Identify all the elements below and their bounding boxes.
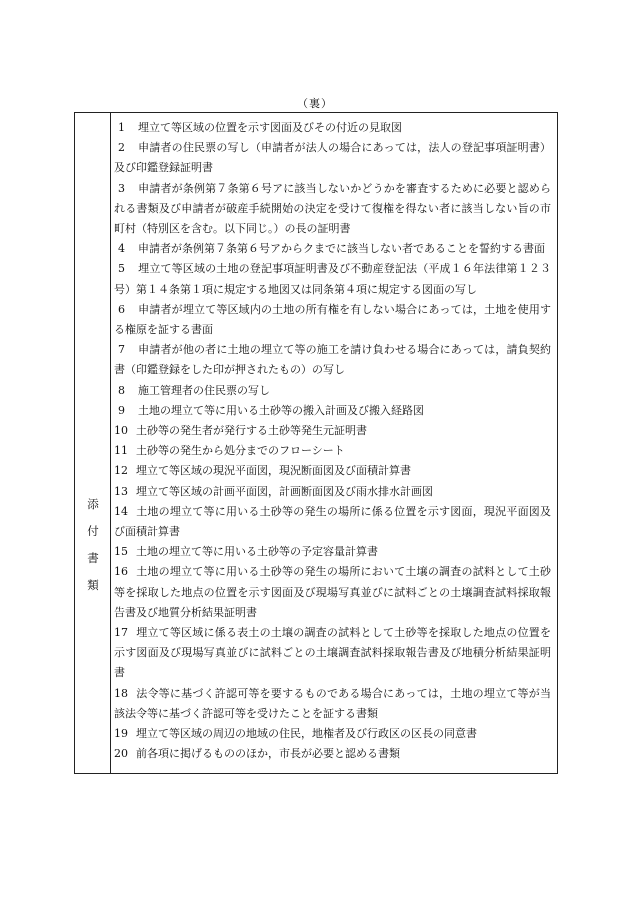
item-number: 4	[118, 242, 125, 256]
side-label-cell	[75, 113, 111, 773]
list-item	[111, 179, 555, 240]
item-text: 土地の埋立て等に用いる土砂等の発生の場所に係る位置を示す図面，現況平面図及び面積計算書	[114, 504, 551, 539]
item-text: 埋立て等区域の周辺の地域の住民，地権者及び行政区の区長の同意書	[136, 727, 477, 741]
item-number: 15	[114, 545, 128, 559]
attachment-list	[111, 118, 555, 765]
item-number: 17	[114, 626, 128, 640]
item-number: 18	[114, 686, 128, 700]
item-text: 土地の埋立て等に用いる土砂等の搬入計画及び搬入経路図	[138, 403, 424, 417]
item-number: 11	[114, 444, 128, 458]
list-item	[111, 542, 555, 562]
item-number: 8	[118, 383, 125, 397]
list-item	[111, 482, 555, 502]
side-label-char: 付	[87, 524, 99, 538]
item-number: 2	[118, 141, 125, 155]
item-number: 14	[114, 504, 128, 518]
list-item	[111, 744, 555, 764]
item-text: 土砂等の発生者が発行する土砂等発生元証明書	[136, 424, 367, 438]
list-item	[111, 300, 555, 340]
list-item	[111, 623, 555, 684]
item-number: 12	[114, 464, 128, 478]
item-text: 埋立て等区域に係る表土の土壌の調査の試料として土砂等を採取した地点の位置を示す図面及び現場写真並びに試料ごとの土壌調査試料採取報告書及び地積分析結果証明書	[114, 626, 551, 680]
item-text: 申請者が埋立て等区域内の土地の所有権を有しない場合にあっては，土地を使用する権原を証する書面	[114, 302, 551, 337]
side-label-char: 書	[87, 551, 99, 565]
item-number: 16	[114, 565, 128, 579]
item-text: 土砂等の発生から処分までのフローシート	[136, 444, 345, 458]
list-item	[111, 724, 555, 744]
item-number: 1	[118, 121, 125, 134]
item-number: 3	[118, 181, 125, 195]
item-text: 埋立て等区域の計画平面図，計画断面図及び雨水排水計画図	[136, 484, 433, 498]
item-number: 19	[114, 727, 128, 741]
item-number: 9	[118, 403, 125, 417]
list-item	[111, 118, 555, 138]
item-text: 申請者が条例第７条第６号アからクまでに該当しない者であることを誓約する書面	[138, 242, 545, 256]
item-text: 施工管理者の住民票の写し	[138, 383, 270, 397]
item-number: 13	[114, 484, 128, 498]
attachments-table	[74, 112, 558, 774]
list-item	[111, 441, 555, 461]
item-text: 土地の埋立て等に用いる土砂等の発生の場所において土壌の調査の試料として土砂等を採取した地点の位置を示す図面及び現場写真並びに試料ごとの土壌調査試料採取報告書及び地質分析結果証明書	[114, 565, 551, 619]
item-text: 埋立て等区域の位置を示す図面及びその付近の見取図	[138, 121, 402, 134]
list-item	[111, 684, 555, 724]
item-text: 申請者が条例第７条第６号アに該当しないかどうかを審査するために必要と認められる書類及び申請者が破産手続開始の決定を受けて復権を得ない者に該当しない旨の市町村（特別区を含む。以下同じ。）の長の証明書	[114, 181, 551, 236]
side-label-char: 添	[87, 497, 99, 511]
item-text: 土地の埋立て等に用いる土砂等の予定容量計算書	[136, 545, 378, 559]
item-number: 20	[114, 747, 128, 761]
side-label	[75, 491, 111, 611]
list-item	[111, 259, 555, 299]
list-item	[111, 138, 555, 178]
item-number: 7	[118, 343, 125, 357]
item-number: 6	[118, 302, 125, 316]
list-item	[111, 502, 555, 542]
list-item	[111, 381, 555, 401]
list-item	[111, 421, 555, 441]
item-number: 5	[118, 262, 125, 276]
item-text: 前各項に掲げるもののほか，市長が必要と認める書類	[136, 747, 400, 761]
list-item	[111, 562, 555, 623]
item-text: 申請者の住民票の写し（申請者が法人の場合にあっては，法人の登記事項証明書）及び印鑑登録証明書	[114, 141, 551, 175]
item-text: 埋立て等区域の土地の登記事項証明書及び不動産登記法（平成１６年法律第１２３号）第１４条第１項に規定する地図又は同条第４項に規定する図面の写し	[114, 262, 551, 296]
item-text: 申請者が他の者に土地の埋立て等の施工を請け負わせる場合にあっては，請負契約書（印鑑登録をした印が押されたもの）の写し	[114, 343, 551, 377]
item-text: 埋立て等区域の現況平面図，現況断面図及び面積計算書	[136, 464, 411, 478]
side-label-char: 類	[87, 578, 99, 592]
item-number: 10	[114, 424, 128, 438]
list-item	[111, 340, 555, 380]
list-item	[111, 401, 555, 421]
list-item	[111, 239, 555, 259]
list-item	[111, 461, 555, 481]
item-text: 法令等に基づく許認可等を要するものである場合にあっては，土地の埋立て等が当該法令等に基づく許認可等を受けたことを証する書類	[114, 686, 551, 720]
page-title: （裏）	[297, 97, 333, 110]
